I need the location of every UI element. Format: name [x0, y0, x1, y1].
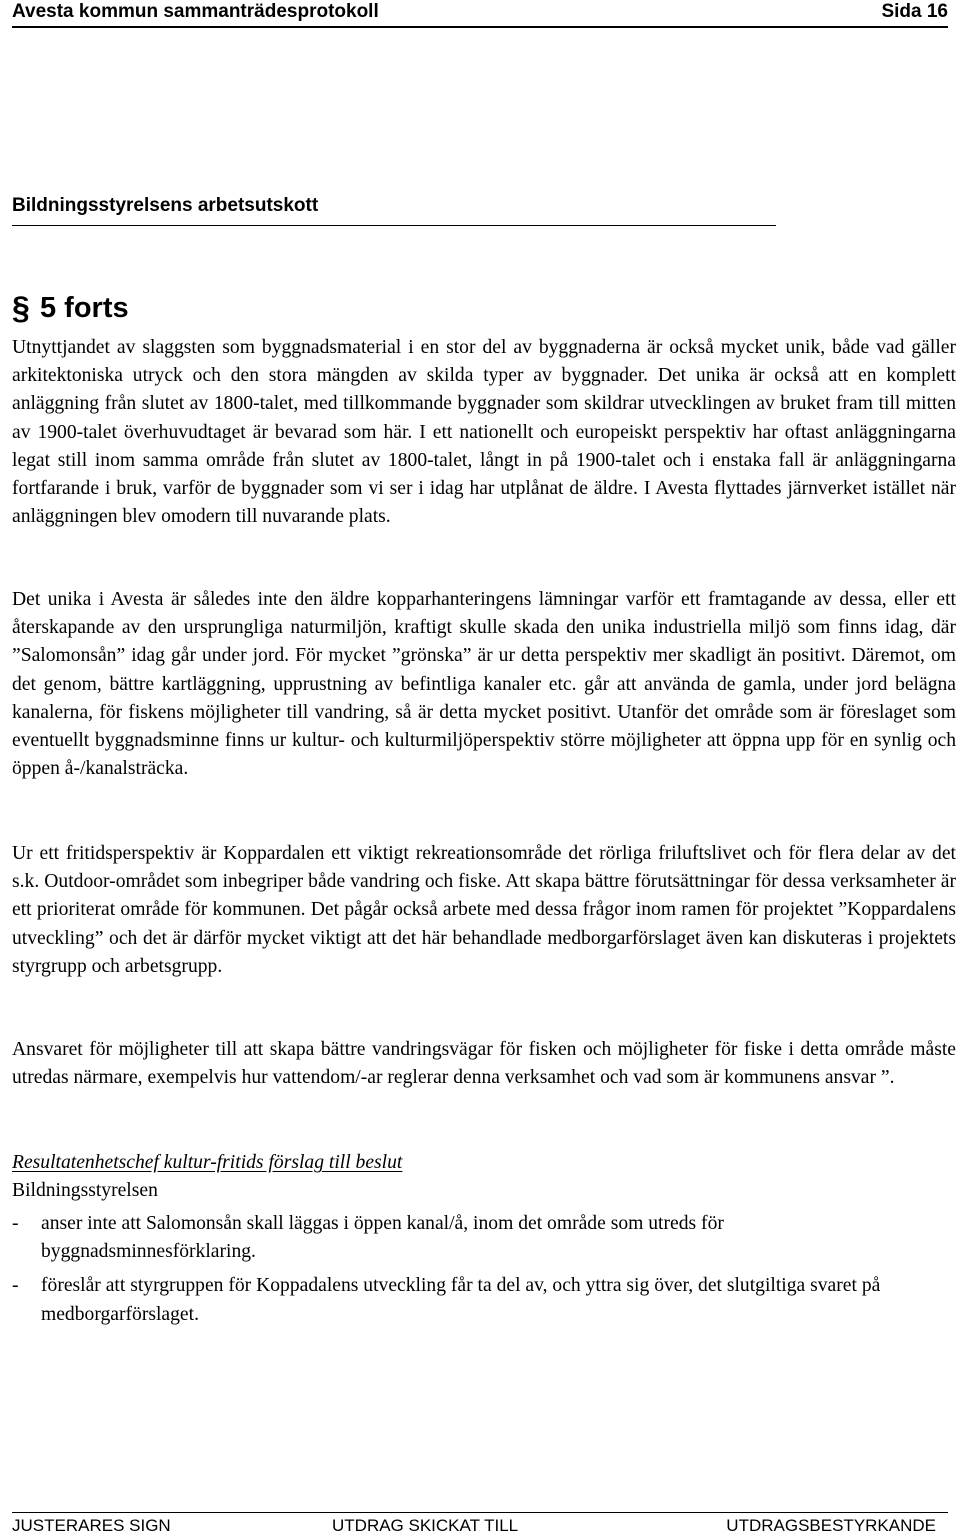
document-title: Avesta kommun sammanträdesprotokoll — [12, 1, 379, 22]
decision-proposal-title: Resultatenhetschef kultur-fritids förslag till beslut — [12, 1152, 403, 1173]
paragraph: Det unika i Avesta är således inte den äldre kopparhanteringens lämningar varför ett framtagande av dessa, eller ett återskapande av den ursprungliga naturmiljön, kraftigt skulle skada den unika industriella miljö som finns idag, där ”Salomonsån” idag går under jord. För mycket ”grönska” är ur detta perspektiv mer skadligt än positivt. Däremot, om det genom, bättre kartläggning, upprustning av befintliga kanaler etc. går att använda de gamla, under jord belägna kanalerna, för fiskens möjligheter till vandring, så är detta mycket positivt. Utanför det område som är föreslaget som eventuellt byggnadsminne finns ur kultur- och kulturmiljöperspektiv större möjligheter att öppna upp för en synlig och öppen å-/kanalsträcka. — [12, 589, 956, 780]
paragraph: Utnyttjandet av slaggsten som byggnadsmaterial i en stor del av byggnaderna är också mycket unik, både vad gäller arkitektoniska utryck och den stora mängden av skilda typer av byggnader. Det unika är också att en komplett anläggning från slutet av 1800-talet, med tillkommande byggnader som skildrar utvecklingen av bruket fram till mitten av 1900-talet överhuvudtaget är bevarad som här. I ett nationellt och europeiskt perspektiv har oftast anläggningarna legat still inom samma område från slutet av 1800-talet, långt in på 1900-talet och i enstaka fall är anläggningarna fortfarande i bruk, varför de byggnader som vi ser i idag har utplånat de äldre. I Avesta flyttades järnverket istället när anläggningen blev omodern till nuvarande plats. — [12, 337, 956, 528]
paragraph: Ur ett fritidsperspektiv är Koppardalen ett viktigt rekreationsområde det rörliga friluftslivet och för flera delar av det s.k. Outdoor-området som inbegriper både vandring och fiske. Att skapa bättre förutsättningar för dessa verksamheter är ett prioriterat område för kommunen. Det pågår också arbete med dessa frågor inom ramen för projektet ”Koppardalens utveckling” och det är därför mycket viktigt att det här behandlade medborgarförslaget även kan diskuteras i projektets styrgrupp och arbetsgrupp. — [12, 843, 956, 977]
list-dash: - — [12, 1213, 19, 1234]
decision-item-text: anser inte att Salomonsån skall läggas i öppen kanal/å, inom det område som utreds för byggnadsminnesförklaring. — [41, 1213, 724, 1263]
committee-name: Bildningsstyrelsens arbetsutskott — [12, 195, 319, 216]
decision-body-name: Bildningsstyrelsen — [12, 1180, 158, 1201]
decision-item-text: föreslår att styrgruppen för Koppadalens utveckling får ta del av, och yttra sig över, det slutgiltiga svaret på medborgarförslaget. — [41, 1275, 881, 1325]
page-header — [12, 0, 948, 28]
section-sign: § — [12, 290, 30, 326]
footer-rule — [12, 1512, 948, 1513]
footer-certification-label: UTDRAGSBESTYRKANDE — [726, 1516, 936, 1535]
section-heading — [12, 288, 129, 328]
section-heading-text: 5 forts — [40, 292, 129, 324]
footer-signature-label: JUSTERARES SIGN — [12, 1516, 171, 1535]
footer-sent-to-label: UTDRAG SKICKAT TILL — [332, 1516, 519, 1535]
decision-list — [12, 1210, 932, 1335]
decision-item — [12, 1272, 932, 1328]
page-number: Sida 16 — [881, 1, 948, 22]
committee-underline — [12, 225, 776, 226]
list-dash: - — [12, 1275, 19, 1297]
decision-item — [12, 1210, 932, 1266]
paragraph: Ansvaret för möjligheter till att skapa bättre vandringsvägar för fisken och möjligheter för fiske i detta område måste utredas närmare, exempelvis hur vattendom/-ar reglerar denna verksamhet och vad som är kommunens ansvar ”. — [12, 1039, 956, 1089]
